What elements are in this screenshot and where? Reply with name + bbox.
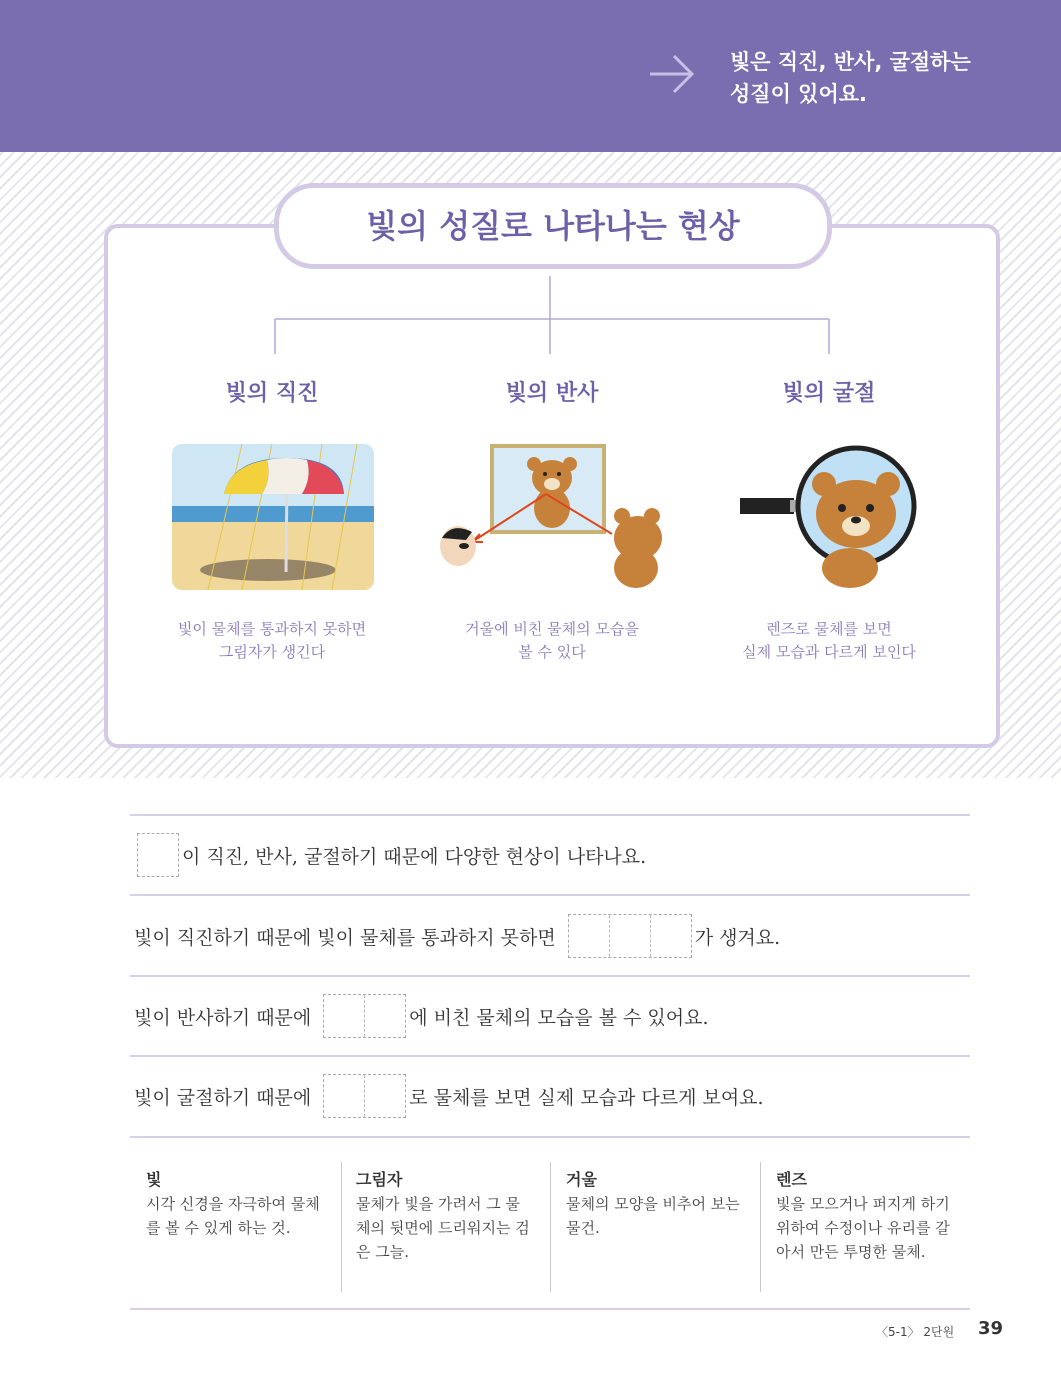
divider xyxy=(130,1055,970,1057)
row-text-after: 로 물체를 보면 실제 모습과 다르게 보여요. xyxy=(409,1086,764,1109)
divider xyxy=(130,975,970,977)
row-text-after: 가 생겨요. xyxy=(694,926,781,949)
answer-blank[interactable] xyxy=(323,1074,406,1118)
row-text-before: 빛이 직진하기 때문에 빛이 물체를 통과하지 못하면 xyxy=(134,926,556,949)
header-message-line2: 성질이 있어요. xyxy=(730,82,868,106)
branch-desc-reflection xyxy=(422,618,682,664)
page-number: 39 xyxy=(978,1318,1004,1339)
footer-unit-label: 〈5-1〉 2단원 xyxy=(876,1325,955,1339)
glossary-separator xyxy=(760,1162,761,1292)
glossary-def-line: 를 볼 수 있게 하는 것. xyxy=(146,1219,291,1237)
glossary-def-line: 은 그늘. xyxy=(356,1243,410,1261)
glossary-separator xyxy=(550,1162,551,1292)
glossary-term: 거울 xyxy=(566,1170,597,1189)
branch-desc-line: 렌즈로 물체를 보면 xyxy=(766,620,892,638)
glossary-term: 그림자 xyxy=(356,1170,403,1189)
worksheet-row-2 xyxy=(134,914,780,958)
branch-connector-lines xyxy=(0,0,1061,400)
worksheet-row-1 xyxy=(134,833,646,877)
glossary-def-line: 시각 신경을 자극하여 물체 xyxy=(146,1195,320,1213)
branch-desc-line: 실제 모습과 다르게 보인다 xyxy=(742,643,916,661)
glossary-def-line: 물체의 모양을 비추어 보는 xyxy=(566,1195,740,1213)
answer-blank[interactable] xyxy=(323,994,406,1038)
branch-desc-line: 거울에 비친 물체의 모습을 xyxy=(465,620,639,638)
beach-umbrella-illustration xyxy=(172,444,374,590)
branch-label-reflection: 빛의 반사 xyxy=(505,381,599,406)
glossary-item-shadow xyxy=(356,1168,556,1264)
row-text-after: 에 비친 물체의 모습을 볼 수 있어요. xyxy=(409,1006,709,1029)
header-message-line1: 빛은 직진, 반사, 굴절하는 xyxy=(730,50,971,74)
answer-blank[interactable] xyxy=(137,833,179,877)
branch-desc-straight xyxy=(142,618,402,664)
divider xyxy=(130,1136,970,1138)
branch-label-refraction: 빛의 굴절 xyxy=(782,381,876,406)
glossary-term: 렌즈 xyxy=(776,1170,807,1189)
card-title: 빛의 성질로 나타나는 현상 xyxy=(274,183,832,269)
glossary-def-line: 체의 뒷면에 드리워지는 검 xyxy=(356,1219,530,1237)
row-text-after: 이 직진, 반사, 굴절하기 때문에 다양한 현상이 나타나요. xyxy=(182,845,647,868)
glossary-def-line: 위하여 수정이나 유리를 갈 xyxy=(776,1219,950,1237)
worksheet-row-3 xyxy=(134,994,709,1038)
divider xyxy=(130,894,970,896)
glossary-def-line: 물체가 빛을 가려서 그 물 xyxy=(356,1195,520,1213)
divider xyxy=(130,814,970,816)
branch-desc-refraction xyxy=(699,618,959,664)
mirror-bear-illustration xyxy=(436,442,668,592)
answer-blank[interactable] xyxy=(568,914,692,958)
branch-label-straight: 빛의 직진 xyxy=(225,381,319,406)
glossary-item-mirror xyxy=(566,1168,766,1240)
magnifier-bear-illustration xyxy=(738,444,918,592)
glossary-separator xyxy=(341,1162,342,1292)
glossary-def-line: 아서 만든 투명한 물체. xyxy=(776,1243,926,1261)
glossary-term: 빛 xyxy=(146,1170,162,1189)
glossary-def-line: 빛을 모으거나 퍼지게 하기 xyxy=(776,1195,950,1213)
divider xyxy=(130,1308,970,1310)
glossary-item-lens xyxy=(776,1168,976,1264)
branch-desc-line: 볼 수 있다 xyxy=(518,643,586,661)
glossary-item-light xyxy=(146,1168,346,1240)
branch-desc-line: 빛이 물체를 통과하지 못하면 xyxy=(177,620,367,638)
glossary-def-line: 물건. xyxy=(566,1219,600,1237)
branch-desc-line: 그림자가 생긴다 xyxy=(218,643,326,661)
worksheet-row-4 xyxy=(134,1074,764,1118)
row-text-before: 빛이 반사하기 때문에 xyxy=(134,1006,312,1029)
row-text-before: 빛이 굴절하기 때문에 xyxy=(134,1086,312,1109)
